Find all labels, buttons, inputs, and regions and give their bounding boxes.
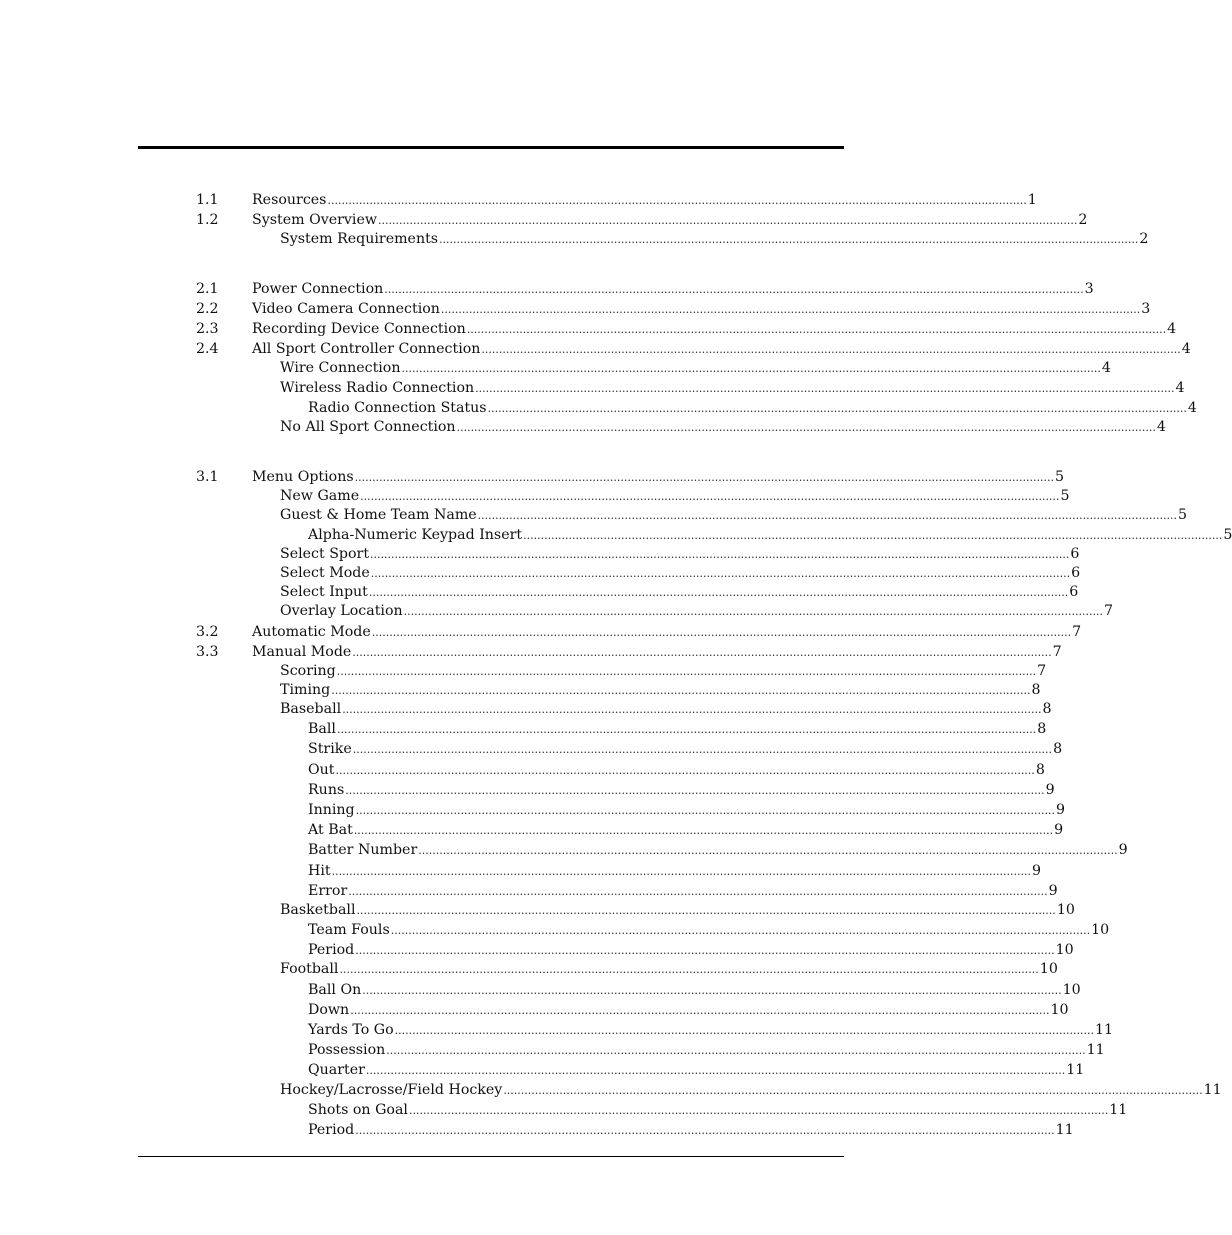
toc-page-number: 4 xyxy=(1187,400,1197,416)
toc-page-number: 3 xyxy=(1141,301,1151,317)
toc-title: Period xyxy=(308,1122,355,1138)
toc-entry[interactable] xyxy=(196,700,1052,718)
toc-entry[interactable] xyxy=(196,564,1081,582)
toc-leader-dots: ........................................................................................................................................................................................................ xyxy=(481,343,1181,356)
toc-entry[interactable] xyxy=(196,821,1064,839)
toc-title: Period xyxy=(308,942,355,958)
toc-entry[interactable] xyxy=(196,526,1232,544)
toc-title: Power Connection xyxy=(252,281,384,297)
toc-title: Batter Number xyxy=(308,842,418,858)
toc-entry[interactable] xyxy=(196,1021,1114,1039)
toc-title: Ball On xyxy=(308,982,362,998)
toc-leader-dots: ........................................................................................................................................................................................................ xyxy=(345,784,1045,797)
toc-leader-dots: ........................................................................................................................................................................................................ xyxy=(440,303,1141,316)
toc-title: Timing xyxy=(280,682,331,698)
toc-leader-dots: ........................................................................................................................................................................................................ xyxy=(331,865,1031,878)
toc-title: Team Fouls xyxy=(308,922,390,938)
toc-page-number: 1 xyxy=(1027,192,1037,208)
toc-title: Hit xyxy=(308,863,331,879)
toc-page-number: 8 xyxy=(1053,741,1063,757)
toc-page-number: 9 xyxy=(1055,802,1065,818)
toc-page-number: 9 xyxy=(1054,822,1064,838)
toc-leader-dots: ........................................................................................................................................................................................................ xyxy=(378,214,1078,227)
toc-entry[interactable] xyxy=(196,583,1079,601)
toc-entry[interactable] xyxy=(196,211,1088,229)
toc-page-number: 4 xyxy=(1175,380,1185,396)
toc-section-number: 2.4 xyxy=(196,341,219,357)
toc-leader-dots: ........................................................................................................................................................................................................ xyxy=(339,963,1039,976)
toc-title: Overlay Location xyxy=(280,603,403,619)
toc-title: Out xyxy=(308,762,335,778)
toc-page-number: 11 xyxy=(1086,1042,1105,1058)
toc-title: Baseball xyxy=(280,701,342,717)
toc-leader-dots: ........................................................................................................................................................................................................ xyxy=(439,233,1139,246)
toc-entry[interactable] xyxy=(196,191,1037,209)
toc-entry[interactable] xyxy=(196,230,1149,248)
toc-entry[interactable] xyxy=(196,862,1041,880)
toc-page-number: 10 xyxy=(1050,1002,1069,1018)
toc-leader-dots: ........................................................................................................................................................................................................ xyxy=(355,804,1055,817)
toc-title: No All Sport Connection xyxy=(280,419,456,435)
toc-entry[interactable] xyxy=(196,681,1041,699)
toc-leader-dots: ........................................................................................................................................................................................................ xyxy=(327,194,1027,207)
toc-title: Guest & Home Team Name xyxy=(280,507,477,523)
toc-section-number: 3.3 xyxy=(196,644,219,660)
toc-page-number: 5 xyxy=(1054,469,1064,485)
toc-title: Wireless Radio Connection xyxy=(280,380,475,396)
toc-title: Down xyxy=(308,1002,350,1018)
toc-page-number: 4 xyxy=(1181,341,1191,357)
toc-leader-dots: ........................................................................................................................................................................................................ xyxy=(355,1124,1055,1137)
toc-entry[interactable] xyxy=(196,300,1151,318)
toc-entry[interactable] xyxy=(196,1061,1085,1079)
toc-leader-dots: ........................................................................................................................................................................................................ xyxy=(365,1064,1066,1077)
toc-page-number: 4 xyxy=(1167,321,1177,337)
toc-entry[interactable] xyxy=(196,740,1063,758)
toc-title: Error xyxy=(308,883,348,899)
toc-page-number: 10 xyxy=(1039,961,1058,977)
toc-entry[interactable] xyxy=(196,399,1197,417)
toc-leader-dots: ........................................................................................................................................................................................................ xyxy=(350,1004,1050,1017)
toc-title: Recording Device Connection xyxy=(252,321,466,337)
footer-rule xyxy=(138,1156,844,1157)
toc-title: Alpha-Numeric Keypad Insert xyxy=(308,527,523,543)
toc-entry[interactable] xyxy=(196,841,1128,859)
toc-title: Video Camera Connection xyxy=(252,301,440,317)
toc-leader-dots: ........................................................................................................................................................................................................ xyxy=(331,684,1031,697)
toc-entry[interactable] xyxy=(196,623,1082,641)
toc-entry[interactable] xyxy=(196,882,1058,900)
toc-title: Quarter xyxy=(308,1062,365,1078)
toc-leader-dots: ........................................................................................................................................................................................................ xyxy=(487,402,1187,415)
toc-page-number: 10 xyxy=(1062,982,1081,998)
header-rule xyxy=(138,146,844,149)
toc-leader-dots: ........................................................................................................................................................................................................ xyxy=(503,1084,1203,1097)
toc-leader-dots: ........................................................................................................................................................................................................ xyxy=(401,362,1101,375)
toc-entry[interactable] xyxy=(196,981,1081,999)
toc-leader-dots: ........................................................................................................................................................................................................ xyxy=(390,924,1091,937)
toc-leader-dots: ........................................................................................................................................................................................................ xyxy=(335,764,1035,777)
toc-section-number: 1.1 xyxy=(196,192,219,208)
toc-title: Select Mode xyxy=(280,565,370,581)
toc-section-number: 1.2 xyxy=(196,212,219,228)
toc-entry[interactable] xyxy=(196,720,1047,738)
toc-entry[interactable] xyxy=(196,1041,1105,1059)
toc-title: Strike xyxy=(308,741,352,757)
toc-page-number: 11 xyxy=(1095,1022,1114,1038)
toc-entry[interactable] xyxy=(196,379,1185,397)
toc-page-number: 11 xyxy=(1109,1102,1128,1118)
toc-page-number: 4 xyxy=(1101,360,1111,376)
toc-title: Menu Options xyxy=(252,469,354,485)
toc-section-number: 2.1 xyxy=(196,281,219,297)
toc-title: Select Input xyxy=(280,584,368,600)
toc-page-number: 8 xyxy=(1035,762,1045,778)
toc-entry[interactable] xyxy=(196,280,1094,298)
toc-title: Yards To Go xyxy=(308,1022,394,1038)
toc-entry[interactable] xyxy=(196,320,1177,338)
toc-entry[interactable] xyxy=(196,545,1080,563)
toc-leader-dots: ........................................................................................................................................................................................................ xyxy=(370,548,1070,561)
toc-title: New Game xyxy=(280,488,360,504)
toc-entry[interactable] xyxy=(196,801,1065,819)
toc-page-number: 7 xyxy=(1037,663,1047,679)
toc-page-number: 9 xyxy=(1118,842,1128,858)
toc-entry[interactable] xyxy=(196,340,1191,358)
toc-leader-dots: ........................................................................................................................................................................................................ xyxy=(336,665,1037,678)
toc-leader-dots: ........................................................................................................................................................................................................ xyxy=(360,490,1060,503)
toc-leader-dots: ........................................................................................................................................................................................................ xyxy=(370,567,1071,580)
toc-title: Hockey/Lacrosse/Field Hockey xyxy=(280,1082,503,1098)
toc-page-number: 10 xyxy=(1055,942,1074,958)
toc-title: Inning xyxy=(308,802,355,818)
toc-leader-dots: ........................................................................................................................................................................................................ xyxy=(475,382,1175,395)
toc-page-number: 6 xyxy=(1071,565,1081,581)
toc-page-number: 11 xyxy=(1203,1082,1222,1098)
toc-title: Select Sport xyxy=(280,546,370,562)
toc-entry[interactable] xyxy=(196,418,1166,436)
toc-entry[interactable] xyxy=(196,901,1075,919)
toc-page-number: 8 xyxy=(1031,682,1041,698)
toc-leader-dots: ........................................................................................................................................................................................................ xyxy=(456,421,1156,434)
toc-leader-dots: ........................................................................................................................................................................................................ xyxy=(403,605,1103,618)
toc-entry[interactable] xyxy=(196,602,1113,620)
toc-page-number: 8 xyxy=(1042,701,1052,717)
toc-page-number: 6 xyxy=(1069,584,1079,600)
toc-leader-dots: ........................................................................................................................................................................................................ xyxy=(394,1024,1094,1037)
toc-title: Scoring xyxy=(280,663,336,679)
toc-page-number: 7 xyxy=(1103,603,1113,619)
toc-section-number: 2.2 xyxy=(196,301,219,317)
toc-entry[interactable] xyxy=(196,960,1058,978)
toc-title: Runs xyxy=(308,782,345,798)
toc-title: Possession xyxy=(308,1042,386,1058)
toc-entry[interactable] xyxy=(196,1001,1069,1019)
toc-page-number: 7 xyxy=(1072,624,1082,640)
toc-page-number: 10 xyxy=(1056,902,1075,918)
toc-page-number: 4 xyxy=(1156,419,1166,435)
toc-title: Basketball xyxy=(280,902,356,918)
toc-title: At Bat xyxy=(308,822,353,838)
toc-entry[interactable] xyxy=(196,359,1111,377)
toc-title: Automatic Mode xyxy=(252,624,371,640)
toc-page-number: 5 xyxy=(1223,527,1232,543)
toc-title: Ball xyxy=(308,721,336,737)
toc-leader-dots: ........................................................................................................................................................................................................ xyxy=(355,944,1055,957)
toc-title: Shots on Goal xyxy=(308,1102,408,1118)
toc-page-number: 5 xyxy=(1178,507,1188,523)
toc-page-number: 11 xyxy=(1055,1122,1074,1138)
toc-leader-dots: ........................................................................................................................................................................................................ xyxy=(354,471,1054,484)
toc-page-number: 9 xyxy=(1045,782,1055,798)
toc-section-number: 3.2 xyxy=(196,624,219,640)
toc-entry[interactable] xyxy=(196,761,1045,779)
toc-title: Radio Connection Status xyxy=(308,400,487,416)
toc-title: Resources xyxy=(252,192,327,208)
toc-title: System Overview xyxy=(252,212,377,228)
toc-page-number: 7 xyxy=(1052,644,1062,660)
toc-leader-dots: ........................................................................................................................................................................................................ xyxy=(477,509,1177,522)
toc-leader-dots: ........................................................................................................................................................................................................ xyxy=(342,703,1042,716)
toc-page-number: 5 xyxy=(1060,488,1070,504)
toc-entry[interactable] xyxy=(196,921,1110,939)
toc-leader-dots: ........................................................................................................................................................................................................ xyxy=(371,626,1072,639)
toc-page-number: 2 xyxy=(1139,231,1149,247)
toc-page-number: 3 xyxy=(1084,281,1094,297)
toc-leader-dots: ........................................................................................................................................................................................................ xyxy=(523,529,1223,542)
toc-title: System Requirements xyxy=(280,231,439,247)
toc-leader-dots: ........................................................................................................................................................................................................ xyxy=(368,586,1069,599)
toc-entry[interactable] xyxy=(196,1121,1074,1139)
toc-leader-dots: ........................................................................................................................................................................................................ xyxy=(418,844,1118,857)
toc-page-number: 9 xyxy=(1048,883,1058,899)
toc-title: Football xyxy=(280,961,339,977)
toc-leader-dots: ........................................................................................................................................................................................................ xyxy=(348,885,1048,898)
toc-leader-dots: ........................................................................................................................................................................................................ xyxy=(384,283,1084,296)
toc-section-number: 3.1 xyxy=(196,469,219,485)
toc-entry[interactable] xyxy=(196,487,1070,505)
toc-leader-dots: ........................................................................................................................................................................................................ xyxy=(362,984,1062,997)
toc-entry[interactable] xyxy=(196,662,1047,680)
toc-page-number: 9 xyxy=(1031,863,1041,879)
toc-title: All Sport Controller Connection xyxy=(252,341,481,357)
toc-title: Manual Mode xyxy=(252,644,352,660)
toc-page-number: 8 xyxy=(1037,721,1047,737)
toc-leader-dots: ........................................................................................................................................................................................................ xyxy=(352,743,1053,756)
toc-entry[interactable] xyxy=(196,468,1064,486)
toc-entry[interactable] xyxy=(196,941,1074,959)
toc-entry[interactable] xyxy=(196,1101,1128,1119)
toc-section-number: 2.3 xyxy=(196,321,219,337)
toc-page-number: 10 xyxy=(1091,922,1110,938)
toc-page-number: 2 xyxy=(1078,212,1088,228)
toc-page-number: 6 xyxy=(1070,546,1080,562)
toc-leader-dots: ........................................................................................................................................................................................................ xyxy=(356,904,1056,917)
toc-page-number: 11 xyxy=(1066,1062,1085,1078)
toc-entry[interactable] xyxy=(196,781,1055,799)
toc-entry[interactable] xyxy=(196,643,1062,661)
toc-entry[interactable] xyxy=(196,506,1188,524)
toc-title: Wire Connection xyxy=(280,360,401,376)
toc-entry[interactable] xyxy=(196,1081,1222,1099)
toc-leader-dots: ........................................................................................................................................................................................................ xyxy=(336,723,1037,736)
toc-leader-dots: ........................................................................................................................................................................................................ xyxy=(466,323,1167,336)
toc-leader-dots: ........................................................................................................................................................................................................ xyxy=(353,824,1054,837)
toc-leader-dots: ........................................................................................................................................................................................................ xyxy=(352,646,1052,659)
toc-leader-dots: ........................................................................................................................................................................................................ xyxy=(408,1104,1109,1117)
toc-leader-dots: ........................................................................................................................................................................................................ xyxy=(386,1044,1086,1057)
